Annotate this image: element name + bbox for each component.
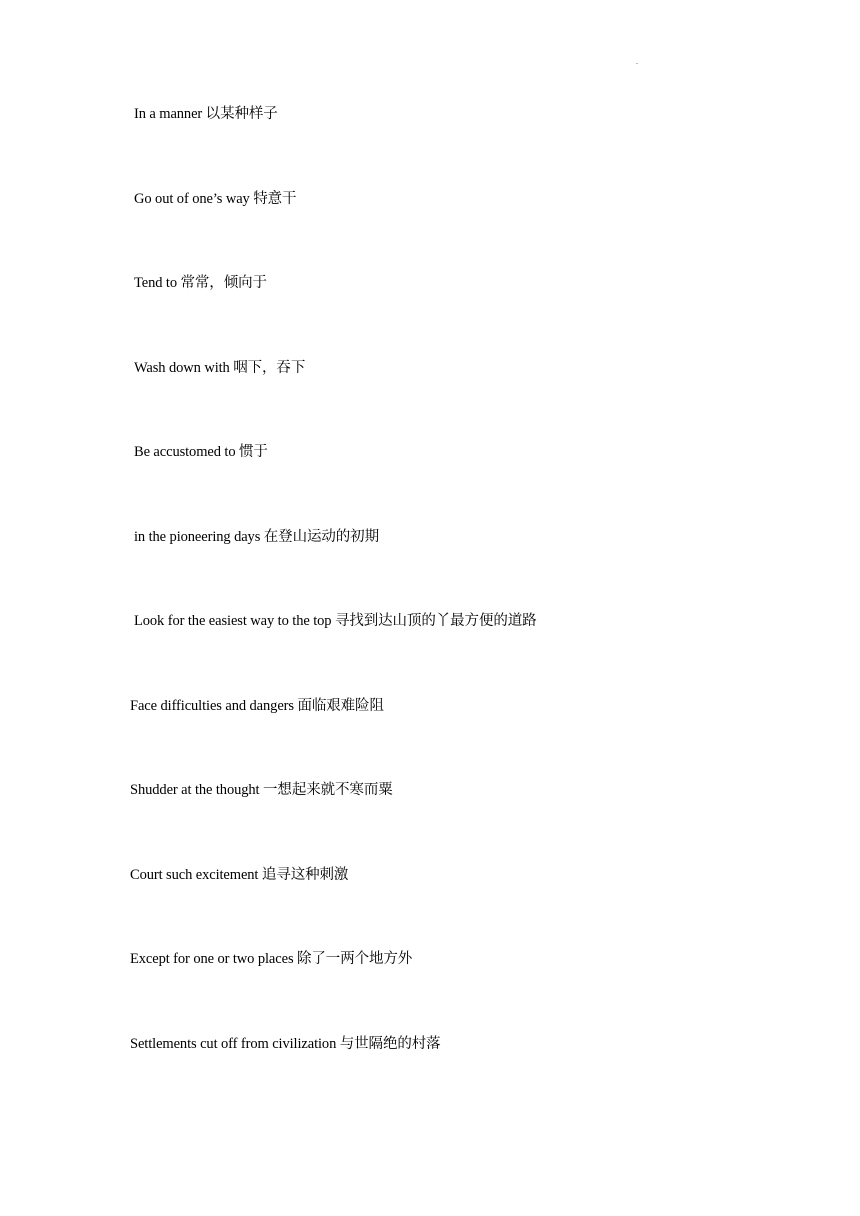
phrase-line: Except for one or two places 除了一两个地方外 <box>130 951 413 967</box>
corner-mark: . <box>636 57 638 66</box>
phrase-line: Be accustomed to 惯于 <box>134 444 268 460</box>
phrase-line: Tend to 常常，倾向于 <box>134 275 267 291</box>
phrase-line: in the pioneering days 在登山运动的初期 <box>134 529 379 545</box>
phrase-line: Go out of one’s way 特意干 <box>134 191 297 207</box>
phrase-line: Shudder at the thought 一想起来就不寒而粟 <box>130 782 393 798</box>
phrase-line: Wash down with 咽下，吞下 <box>134 360 306 376</box>
phrase-line: Look for the easiest way to the top 寻找到达山顶的丫最方便的道路 <box>134 613 537 629</box>
phrase-line: In a manner 以某种样子 <box>134 106 278 122</box>
phrase-line: Face difficulties and dangers 面临艰难险阻 <box>130 698 384 714</box>
phrase-line: Settlements cut off from civilization 与世隔绝的村落 <box>130 1036 441 1052</box>
phrase-line: Court such excitement 追寻这种刺激 <box>130 867 349 883</box>
